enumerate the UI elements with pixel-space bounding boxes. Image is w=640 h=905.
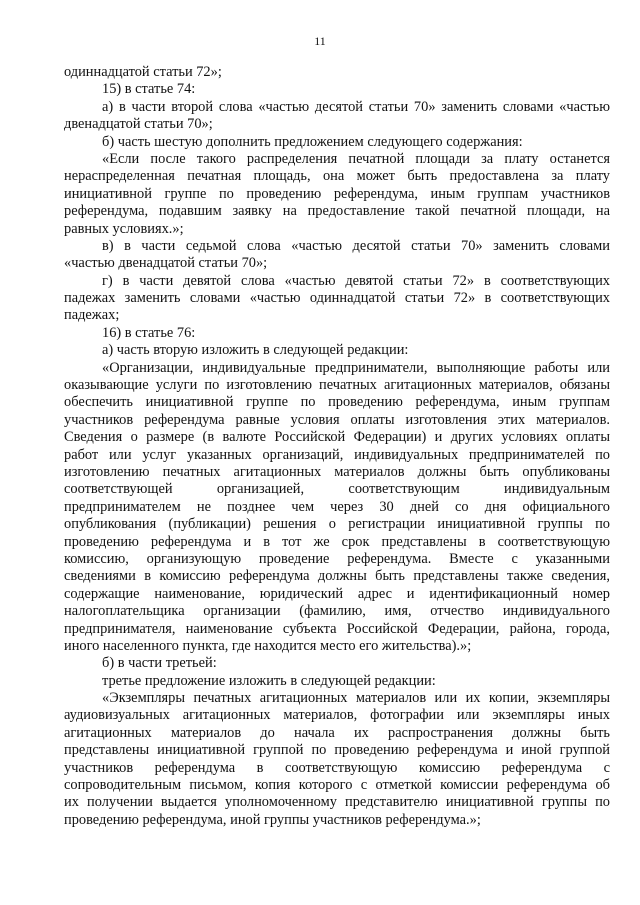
text-line: «Организации, индивидуальные предприниматели, выполняющие работы или (102, 359, 610, 376)
text-line: Сведения о размере (в валюте Российской Федерации) и других условиях оплаты (64, 429, 610, 446)
text-line: а) в части второй слова «частью десятой статьи 70» заменить словами «частью (102, 98, 610, 115)
text-line: агитационных материалов до начала их распространения должны быть (64, 724, 610, 741)
text-line: одиннадцатой статьи 72»; (64, 64, 222, 80)
text-line: проведению референдума, иной группы участников референдума.»; (64, 811, 481, 828)
text-line: третье предложение изложить в следующей редакции: (102, 672, 436, 689)
text-line: проведению референдума и в тот же срок представлены в соответствующую (64, 533, 610, 550)
text-line: инициативной группе по проведению референдума, иным группам участников (64, 185, 610, 202)
text-line: падежах; (64, 307, 120, 324)
text-line: сведениями в комиссию референдума должны быть представлены также сведения, (64, 568, 610, 585)
text-line: нераспределенная печатная площадь, она может быть предоставлена за плату (64, 168, 610, 185)
text-line: в) в части седьмой слова «частью десятой статьи 70» заменить словами (102, 237, 610, 254)
text-line: аудиовизуальных агитационных материалов, фотографии или экземпляры иных (64, 707, 610, 724)
text-line: участников референдума равные условия оплаты изготовления этих материалов. (64, 411, 610, 428)
text-line: изготовлению печатных агитационных материалов должны быть опубликованы (64, 463, 610, 480)
text-line: 15) в статье 74: (102, 81, 196, 98)
text-line: б) в части третьей: (102, 655, 217, 672)
text-line: соответствующей организацией, соответствующим индивидуальным (64, 481, 610, 498)
text-line: иного населенного пункта, где находится место его жительства).»; (64, 637, 472, 654)
text-line: налогоплательщика организации (фамилию, имя, отчество индивидуального (64, 603, 610, 620)
text-line: референдума, подавшим заявку на предоставление такой печатной площади, на (64, 203, 610, 220)
text-line: г) в части девятой слова «частью девятой статьи 72» в соответствующих (102, 272, 610, 289)
text-line: обеспечить инициативной группе по проведению референдума, иным группам (64, 394, 610, 411)
text-line: а) часть вторую изложить в следующей редакции: (102, 342, 409, 359)
text-line: сопроводительным письмом, копия которого с отметкой комиссии референдума об (64, 777, 610, 794)
text-line: «Если после такого распределения печатной площади за плату останется (102, 150, 610, 167)
text-line: «частью двенадцатой статьи 70»; (64, 255, 268, 272)
text-line: опубликования (публикации) решения о регистрации инициативной группы по (64, 516, 610, 533)
text-line: предпринимателем не позднее чем через 30 дней со дня официального (64, 498, 610, 515)
text-line: представлены инициативной группой по проведению референдума и иной группой (64, 742, 610, 759)
text-line: предпринимателя, наименование субъекта Российской Федерации, района, города, (64, 620, 610, 637)
text-line: их получении выдается уполномоченному представителю инициативной группы по (64, 794, 610, 811)
document-body (64, 64, 610, 829)
text-line: содержащие наименование, юридический адрес и идентификационный номер (64, 585, 610, 602)
text-line: падежах заменить словами «частью одиннадцатой статьи 72» в соответствующих (64, 290, 610, 307)
page-number: 11 (314, 34, 326, 48)
text-line: работ или услуг указанных организаций, индивидуальных предпринимателей по (64, 446, 610, 463)
text-line: 16) в статье 76: (102, 324, 196, 341)
text-line: оказывающие услуги по изготовлению печатных агитационных материалов, обязаны (64, 377, 610, 394)
text-line: «Экземпляры печатных агитационных материалов или их копии, экземпляры (102, 690, 610, 707)
text-line: участников референдума в соответствующую комиссию референдума с (64, 759, 610, 776)
text-line: б) часть шестую дополнить предложением следующего содержания: (102, 133, 523, 150)
text-line: равных условиях.»; (64, 220, 184, 237)
text-line: комиссию, организующую проведение референдума. Вместе с указанными (64, 550, 610, 567)
text-line: двенадцатой статьи 70»; (64, 116, 213, 133)
